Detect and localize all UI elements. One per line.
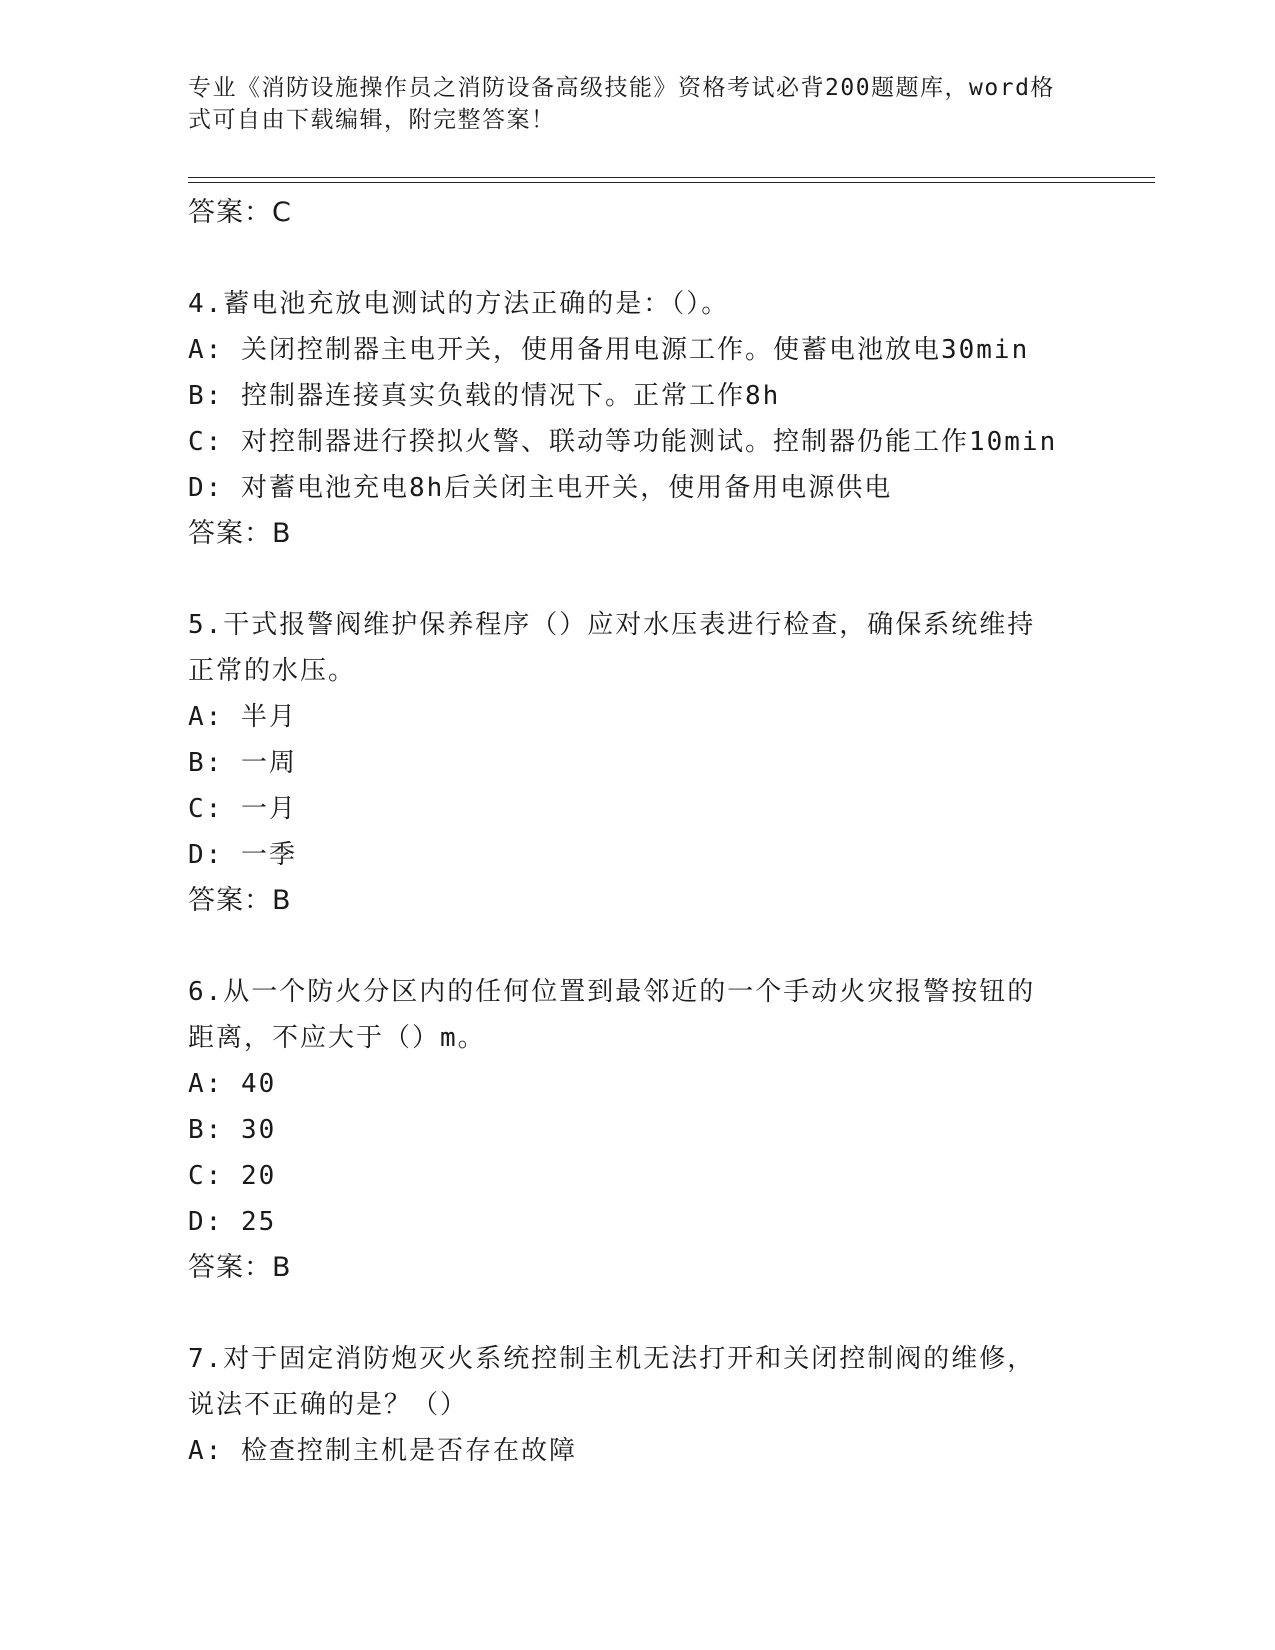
spacer [188, 236, 1088, 281]
answer-line: 答案：C [188, 197, 292, 228]
option-d: D: 一季 [188, 840, 297, 870]
option-b: B: 30 [188, 1115, 277, 1145]
answer-line: 答案：B [188, 518, 292, 549]
spacer [188, 1291, 1088, 1336]
question-stem-continued: 正常的水压。 [188, 656, 357, 686]
question-stem: 4.蓄电池充放电测试的方法正确的是：（）。 [188, 289, 730, 319]
option-c: C: 一月 [188, 794, 297, 824]
header-line-2: 式可自由下载编辑，附完整答案！ [188, 107, 556, 133]
spacer [188, 924, 1088, 969]
option-b: B: 一周 [188, 748, 297, 778]
header-divider-top [188, 177, 1155, 178]
option-c: C: 对控制器进行揆拟火警、联动等功能测试。控制器仍能工作10min [188, 427, 1058, 457]
header-divider-bottom [188, 182, 1155, 183]
option-a: A: 40 [188, 1069, 277, 1099]
question-stem-continued: 距离，不应大于（）m。 [188, 1023, 486, 1053]
option-a: A: 半月 [188, 702, 297, 732]
question-4 [188, 281, 1088, 557]
header-line-1: 专业《消防设施操作员之消防设备高级技能》资格考试必背200题题库，word格 [188, 75, 1055, 101]
document-header [188, 72, 1068, 136]
question-stem: 6.从一个防火分区内的任何位置到最邻近的一个手动火灾报警按钮的 [188, 977, 1036, 1007]
answer-line: 答案：B [188, 1252, 292, 1283]
option-d: D: 25 [188, 1207, 277, 1237]
option-d: D: 对蓄电池充电8h后关闭主电开关，使用备用电源供电 [188, 473, 893, 503]
question-stem: 7.对于固定消防炮灭火系统控制主机无法打开和关闭控制阀的维修， [188, 1344, 1036, 1374]
option-a: A: 关闭控制器主电开关，使用备用电源工作。使蓄电池放电30min [188, 335, 1030, 365]
option-c: C: 20 [188, 1161, 277, 1191]
question-stem-continued: 说法不正确的是？（） [188, 1390, 469, 1420]
question-7 [188, 1336, 1088, 1474]
document-body [188, 190, 1088, 1474]
question-5 [188, 602, 1088, 924]
question-stem: 5.干式报警阀维护保养程序（）应对水压表进行检查，确保系统维持 [188, 610, 1036, 640]
question-6 [188, 969, 1088, 1291]
spacer [188, 557, 1088, 602]
answer-line: 答案：B [188, 885, 292, 916]
option-b: B: 控制器连接真实负载的情况下。正常工作8h [188, 381, 781, 411]
option-a: A: 检查控制主机是否存在故障 [188, 1436, 577, 1466]
